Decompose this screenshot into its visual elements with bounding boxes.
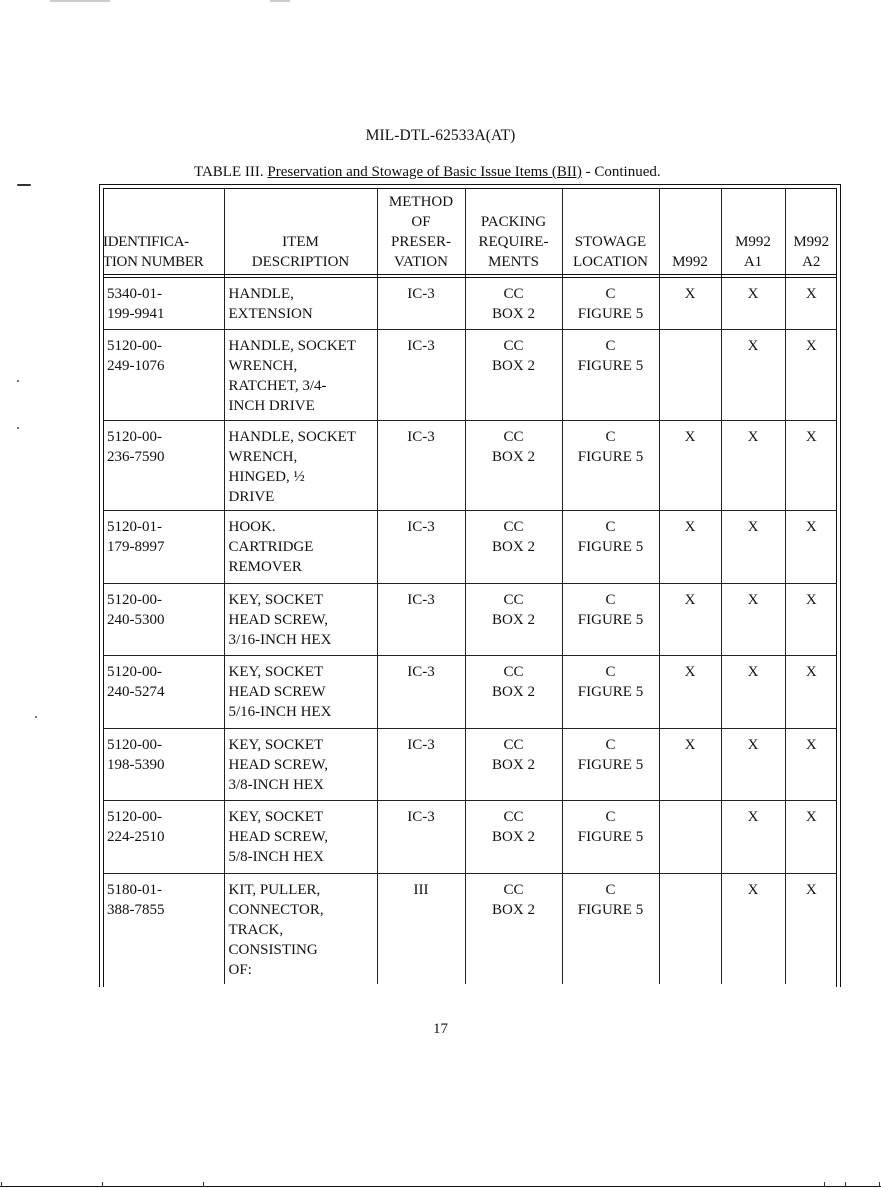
m992-a1-cell: X — [721, 584, 785, 656]
method-of-preservation-cell: IC-3 — [377, 421, 465, 511]
cell-line: 5120-01- — [107, 519, 162, 535]
column-header-line: TION NUMBER — [103, 253, 204, 270]
m992-a2-cell: X — [785, 656, 837, 729]
margin-dot — [17, 380, 19, 382]
cell-line: C — [605, 882, 616, 898]
edge-tick — [879, 1182, 880, 1187]
cell-line: BOX 2 — [492, 539, 535, 555]
column-header-line: DESCRIPTION — [251, 253, 350, 270]
cell-line: BOX 2 — [492, 305, 535, 322]
cell-line: HOOK. — [228, 519, 276, 535]
item-description-cell — [224, 584, 377, 656]
column-header-line: A1 — [743, 253, 763, 270]
m992-a2-cell: X — [785, 330, 837, 421]
cell-line: CC — [503, 519, 524, 535]
cell-line: 5120-00- — [107, 429, 162, 445]
item-description-cell — [224, 801, 377, 874]
cell-line: C — [605, 664, 616, 680]
method-of-preservation-cell: IC-3 — [377, 801, 465, 874]
scan-artifact — [270, 0, 290, 2]
cell-line: DRIVE — [228, 489, 275, 505]
edge-tick — [203, 1182, 204, 1187]
stowage-location-cell — [562, 729, 659, 801]
m992-cell: X — [659, 511, 721, 584]
cell-line: FIGURE 5 — [577, 684, 644, 700]
cell-line: 236-7590 — [107, 449, 165, 465]
cell-line: FIGURE 5 — [577, 902, 644, 918]
cell-line: KIT, PULLER, — [228, 882, 321, 898]
method-of-preservation-cell: III — [377, 874, 465, 984]
column-header-line: IDENTIFICA- — [103, 233, 189, 250]
item-description-cell — [224, 874, 377, 984]
cell-line: FIGURE 5 — [577, 612, 644, 628]
method-of-preservation-cell: IC-3 — [377, 656, 465, 729]
table-row — [103, 656, 837, 729]
stowage-location-cell — [562, 511, 659, 584]
table-row — [103, 511, 837, 584]
packing-requirements-cell — [465, 729, 562, 801]
column-header-line: VATION — [394, 253, 448, 270]
cell-line: 5120-00- — [107, 809, 162, 825]
cell-line: 5/8-INCH HEX — [228, 849, 324, 865]
cell-line: FIGURE 5 — [577, 358, 644, 374]
cell-line: CC — [503, 338, 524, 354]
cell-line: BOX 2 — [492, 684, 535, 700]
m992-cell: X — [659, 729, 721, 801]
m992-a2-cell: X — [785, 729, 837, 801]
column-header-line: STOWAGE — [574, 233, 647, 250]
m992-cell: X — [659, 584, 721, 656]
m992-a1-cell: X — [721, 874, 785, 984]
packing-requirements-cell — [465, 278, 562, 330]
cell-line: CC — [503, 737, 524, 753]
cell-line: C — [605, 338, 616, 354]
cell-line: 5180-01- — [107, 882, 162, 898]
cell-line: C — [605, 592, 616, 608]
cell-line: 3/16-INCH HEX — [228, 632, 332, 648]
table-row — [103, 421, 837, 511]
cell-line: REMOVER — [228, 559, 302, 575]
cell-line: 5/16-INCH HEX — [228, 704, 332, 720]
cell-line: KEY, SOCKET — [228, 592, 324, 608]
m992-a1-cell: X — [721, 511, 785, 584]
cell-line: EXTENSION — [228, 305, 313, 322]
m992-a2-cell: X — [785, 278, 837, 330]
identification-number-cell — [103, 584, 224, 656]
cell-line: 179-8997 — [107, 539, 165, 555]
m992-a2-cell: X — [785, 874, 837, 984]
cell-line: FIGURE 5 — [577, 757, 644, 773]
cell-line: CONNECTOR, — [228, 902, 324, 918]
identification-number-cell — [103, 874, 224, 984]
cell-line: 5120-00- — [107, 737, 162, 753]
item-description-cell — [224, 330, 377, 421]
cell-line: TRACK, — [228, 922, 284, 938]
m992-cell: X — [659, 656, 721, 729]
table-row — [103, 278, 837, 330]
edge-tick — [845, 1182, 846, 1187]
m992-a1-cell: X — [721, 421, 785, 511]
identification-number-cell — [103, 801, 224, 874]
table-row — [103, 801, 837, 874]
cell-line: HEAD SCREW — [228, 684, 326, 700]
stowage-location-cell — [562, 330, 659, 421]
cell-line: 249-1076 — [107, 358, 165, 374]
stowage-location-cell — [562, 801, 659, 874]
document-id: MIL-DTL-62533A(AT) — [365, 127, 516, 144]
packing-requirements-cell — [465, 330, 562, 421]
packing-requirements-cell — [465, 801, 562, 874]
m992-a2-cell: X — [785, 801, 837, 874]
cell-line: HEAD SCREW, — [228, 612, 328, 628]
table-row — [103, 874, 837, 984]
cell-line: INCH DRIVE — [228, 398, 315, 414]
table-row — [103, 729, 837, 801]
identification-number-cell — [103, 278, 224, 330]
cell-line: C — [605, 519, 616, 535]
item-description-cell — [224, 656, 377, 729]
column-header-identification-number — [103, 188, 224, 274]
table-title-suffix: - Continued. — [581, 164, 661, 180]
cell-line: 5120-00- — [107, 592, 162, 608]
column-header-line: LOCATION — [573, 253, 648, 270]
column-header-line: ITEM — [282, 233, 319, 250]
margin-mark — [17, 184, 31, 186]
m992-a2-cell: X — [785, 511, 837, 584]
m992-a2-cell: X — [785, 421, 837, 511]
stowage-location-cell — [562, 278, 659, 330]
column-header-line: M992 — [793, 233, 830, 250]
header-double-rule — [103, 277, 837, 278]
cell-line: CC — [503, 429, 524, 445]
cell-line: HANDLE, SOCKET — [228, 429, 356, 445]
cell-line: HINGED, ½ — [228, 469, 305, 485]
packing-requirements-cell — [465, 656, 562, 729]
m992-a2-cell: X — [785, 584, 837, 656]
m992-a1-cell: X — [721, 278, 785, 330]
page-number: 17 — [433, 1021, 448, 1037]
cell-line: C — [605, 429, 616, 445]
bii-table — [103, 188, 837, 984]
column-header-line: M992 — [672, 253, 708, 270]
method-of-preservation-cell: IC-3 — [377, 584, 465, 656]
column-header-m992-a1 — [721, 188, 785, 274]
column-header-line: METHOD — [388, 193, 454, 210]
cell-line: CC — [503, 592, 524, 608]
cell-line: FIGURE 5 — [577, 449, 644, 465]
cell-line: CC — [503, 664, 524, 680]
item-description-cell — [224, 278, 377, 330]
column-header-line: PACKING — [480, 213, 547, 230]
column-header-line: A2 — [802, 253, 821, 270]
edge-tick — [102, 1182, 103, 1187]
identification-number-cell — [103, 330, 224, 421]
item-description-cell — [224, 729, 377, 801]
table-row — [103, 584, 837, 656]
edge-tick — [1, 1182, 2, 1187]
column-header-item-description — [224, 188, 377, 274]
cell-line: BOX 2 — [492, 612, 535, 628]
cell-line: HANDLE, — [228, 285, 294, 302]
cell-line: 240-5274 — [107, 684, 165, 700]
cell-line: WRENCH, — [228, 449, 298, 465]
cell-line: HANDLE, SOCKET — [228, 338, 356, 354]
cell-line: 388-7855 — [107, 902, 165, 918]
cell-line: KEY, SOCKET — [228, 809, 324, 825]
identification-number-cell — [103, 656, 224, 729]
item-description-cell — [224, 511, 377, 584]
column-header-m992-a2 — [785, 188, 837, 274]
m992-a1-cell: X — [721, 729, 785, 801]
method-of-preservation-cell: IC-3 — [377, 729, 465, 801]
cell-line: 5340-01- — [107, 285, 162, 302]
table-title-underlined: Preservation and Stowage of Basic Issue Items (BII) — [267, 164, 582, 180]
m992-a1-cell: X — [721, 330, 785, 421]
table-title-prefix: TABLE III. — [194, 164, 268, 180]
cell-line: BOX 2 — [492, 757, 535, 773]
column-header-line: M992 — [735, 233, 771, 250]
column-header-line: OF — [411, 213, 431, 230]
cell-line: C — [605, 809, 616, 825]
m992-a1-cell: X — [721, 656, 785, 729]
cell-line: HEAD SCREW, — [228, 829, 328, 845]
item-description-cell — [224, 421, 377, 511]
stowage-location-cell — [562, 584, 659, 656]
cell-line: FIGURE 5 — [577, 829, 644, 845]
method-of-preservation-cell: IC-3 — [377, 330, 465, 421]
cell-line: FIGURE 5 — [577, 305, 644, 322]
cell-line: 199-9941 — [107, 305, 165, 322]
m992-cell — [659, 801, 721, 874]
method-of-preservation-cell: IC-3 — [377, 511, 465, 584]
cell-line: BOX 2 — [492, 449, 535, 465]
table-row — [103, 330, 837, 421]
method-of-preservation-cell: IC-3 — [377, 278, 465, 330]
cell-line: C — [605, 737, 616, 753]
cell-line: HEAD SCREW, — [228, 757, 328, 773]
cell-line: RATCHET, 3/4- — [228, 378, 327, 394]
column-header-packing-requirements — [465, 188, 562, 274]
m992-a1-cell: X — [721, 801, 785, 874]
column-header-stowage-location — [562, 188, 659, 274]
margin-dot — [17, 427, 19, 429]
table-title — [194, 164, 661, 181]
m992-cell: X — [659, 278, 721, 330]
cell-line: OF: — [228, 962, 252, 978]
packing-requirements-cell — [465, 874, 562, 984]
cell-line: FIGURE 5 — [577, 539, 644, 555]
cell-line: KEY, SOCKET — [228, 737, 324, 753]
stowage-location-cell — [562, 421, 659, 511]
cell-line: 5120-00- — [107, 338, 162, 354]
cell-line: 198-5390 — [107, 757, 165, 773]
identification-number-cell — [103, 729, 224, 801]
cell-line: 3/8-INCH HEX — [228, 777, 324, 793]
cell-line: 240-5300 — [107, 612, 165, 628]
cell-line: BOX 2 — [492, 358, 535, 374]
scan-artifact — [50, 0, 110, 2]
packing-requirements-cell — [465, 584, 562, 656]
cell-line: WRENCH, — [228, 358, 298, 374]
header-row — [103, 188, 837, 274]
m992-cell: X — [659, 421, 721, 511]
m992-cell — [659, 874, 721, 984]
cell-line: BOX 2 — [492, 902, 535, 918]
m992-cell — [659, 330, 721, 421]
cell-line: CC — [503, 809, 524, 825]
cell-line: CC — [503, 285, 524, 302]
cell-line: CC — [503, 882, 524, 898]
packing-requirements-cell — [465, 511, 562, 584]
column-header-line: PRESER- — [390, 233, 451, 250]
column-header-line: MENTS — [488, 253, 539, 270]
page-bottom-rule — [0, 1186, 881, 1187]
cell-line: BOX 2 — [492, 829, 535, 845]
cell-line: C — [605, 285, 616, 302]
identification-number-cell — [103, 511, 224, 584]
stowage-location-cell — [562, 656, 659, 729]
column-header-m992 — [659, 188, 721, 274]
column-header-line: REQUIRE- — [478, 233, 549, 250]
cell-line: CONSISTING — [228, 942, 318, 958]
cell-line: 224-2510 — [107, 829, 165, 845]
column-header-method-of-preservation — [377, 188, 465, 274]
cell-line: 5120-00- — [107, 664, 162, 680]
cell-line: CARTRIDGE — [228, 539, 314, 555]
margin-dot — [35, 716, 37, 718]
packing-requirements-cell — [465, 421, 562, 511]
identification-number-cell — [103, 421, 224, 511]
edge-tick — [824, 1182, 825, 1187]
stowage-location-cell — [562, 874, 659, 984]
cell-line: KEY, SOCKET — [228, 664, 324, 680]
